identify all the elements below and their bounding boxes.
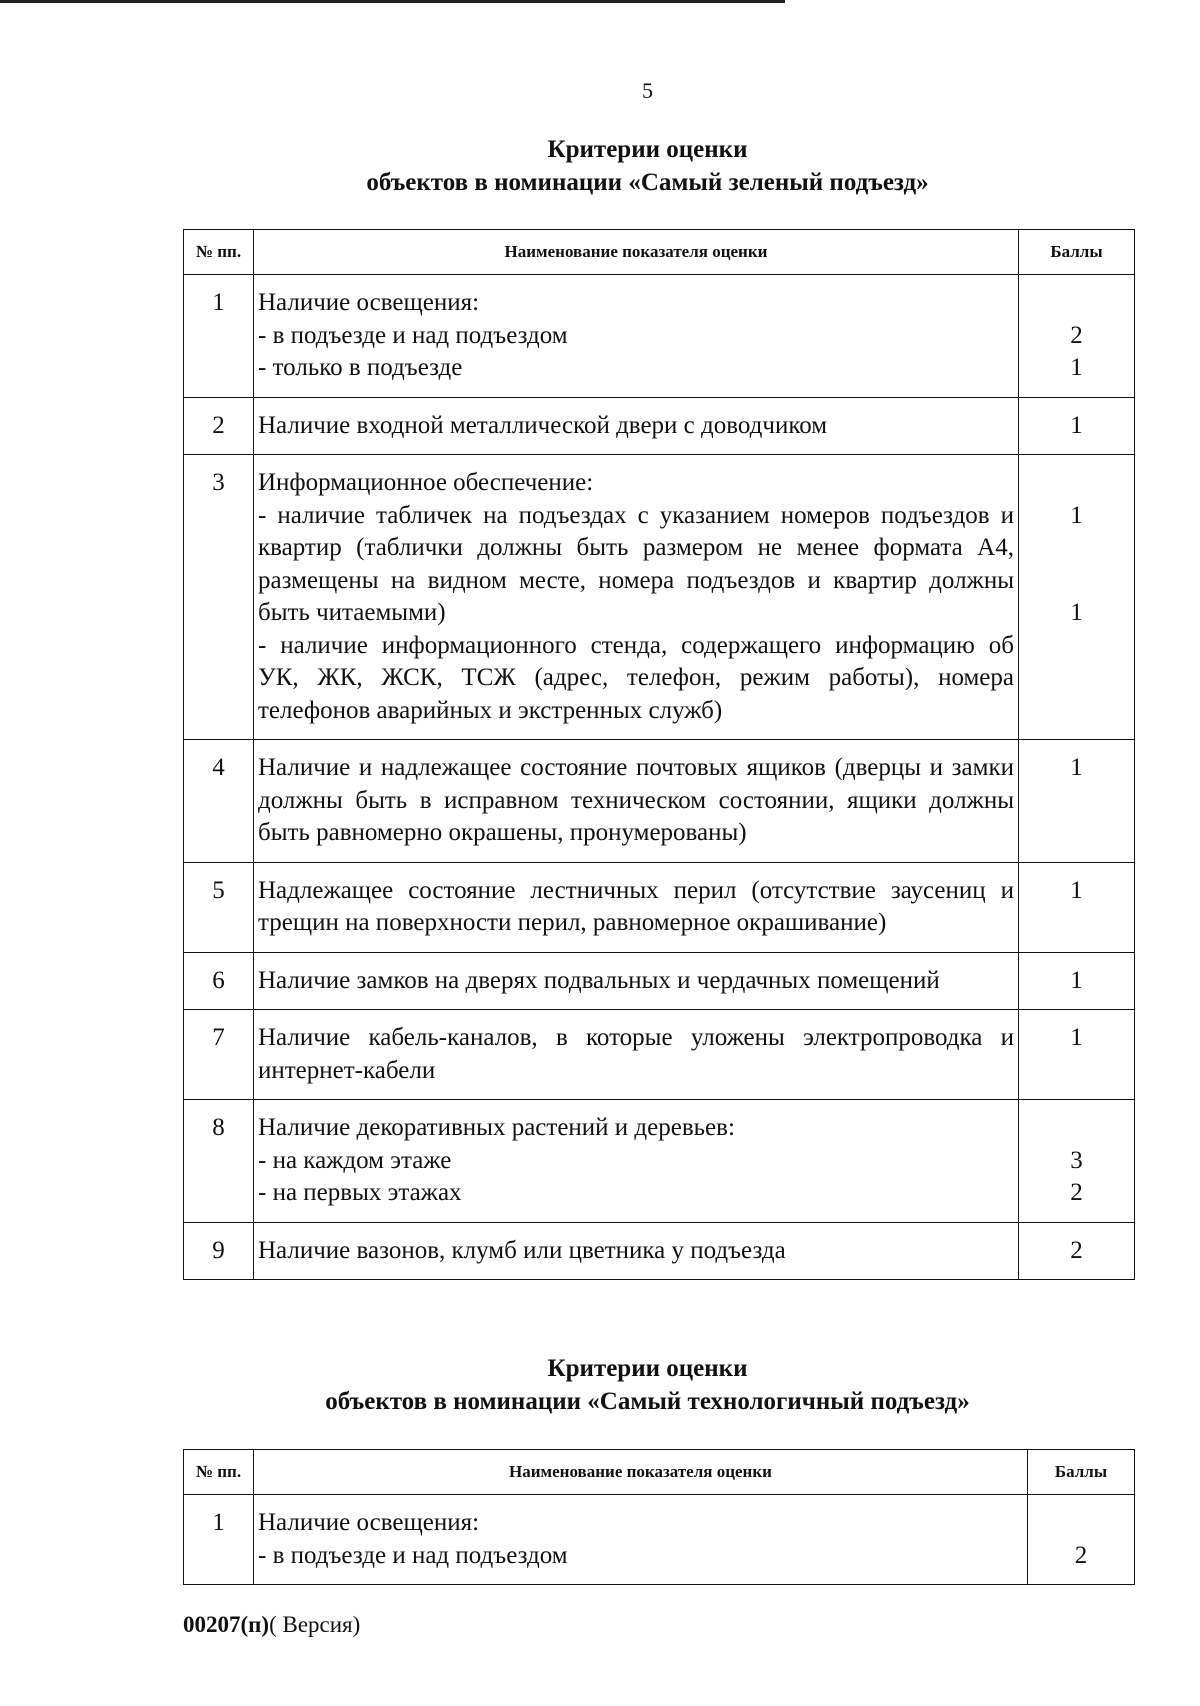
criterion-text [254, 952, 1019, 1010]
points-value: 2 [1070, 1179, 1083, 1206]
criterion-line: Наличие освещения: [258, 1509, 480, 1536]
criterion-text [254, 275, 1019, 398]
criterion-line: Наличие кабель-каналов, в которые уложены электропроводка и интернет-кабели [258, 1024, 1014, 1084]
points-value: 1 [1070, 1024, 1083, 1051]
points-cell [1028, 1495, 1135, 1585]
criterion-line: - наличие информационного стенда, содержащего информацию об УК, ЖК, ЖСК, ТСЖ (адрес, телефон, режим работы), номера телефонов аварийных и экстренных служб) [258, 631, 1014, 724]
row-number: 5 [184, 862, 254, 952]
header-name: Наименование показателя оценки [254, 1450, 1028, 1495]
criterion-text [254, 740, 1019, 863]
points-value: 1 [1070, 354, 1083, 381]
criterion-line: Наличие декоративных растений и деревьев: [258, 1114, 735, 1141]
points-value: 1 [1070, 876, 1083, 904]
criterion-line: - наличие табличек на подъездах с указанием номеров подъездов и квартир (таблички должны быть размером не менее формата А4, размещены на видном месте, номера подъездов и квартир должны быть читаемыми) [258, 501, 1014, 626]
section1-subtitle: объектов в номинации «Самый зеленый подъезд» [366, 169, 929, 196]
points-cell [1019, 862, 1135, 952]
table-header-row [184, 230, 1135, 275]
points-value: 1 [1070, 411, 1083, 439]
table-header-row [184, 1450, 1135, 1495]
points-value: 2 [1070, 1236, 1083, 1264]
footer-code: 00207(п) [183, 1612, 270, 1637]
table-row [184, 455, 1135, 740]
section1-title: Критерии оценки [547, 136, 748, 163]
criterion-text [254, 1495, 1028, 1585]
criterion-line: Наличие и надлежащее состояние почтовых ящиков (дверцы и замки должны быть в исправном техническом состоянии, ящики должны быть равномерно окрашены, пронумерованы) [258, 754, 1014, 846]
points-value [1019, 287, 1134, 320]
table-row [184, 1100, 1135, 1223]
points-value [1028, 1507, 1134, 1540]
section2-title: Критерии оценки [547, 1355, 748, 1382]
criterion-text [254, 1222, 1019, 1280]
document-footer [183, 1612, 360, 1638]
section2-heading [0, 1352, 1200, 1418]
row-number: 1 [184, 275, 254, 398]
section2-subtitle: объектов в номинации «Самый технологичный подъезд» [325, 1388, 970, 1415]
row-number: 6 [184, 952, 254, 1010]
points-value [1019, 1112, 1134, 1145]
criterion-line: - на первых этажах [258, 1179, 462, 1206]
points-cell [1019, 1100, 1135, 1223]
points-cell [1019, 275, 1135, 398]
points-cell [1019, 740, 1135, 863]
table-row [184, 1495, 1135, 1585]
table-row [184, 1222, 1135, 1280]
table-row [184, 740, 1135, 863]
points-value [1019, 467, 1134, 500]
points-value: 1 [1070, 754, 1083, 781]
footer-version: ( Версия) [269, 1612, 361, 1637]
header-num: № пп. [184, 1450, 254, 1495]
points-cell [1019, 1222, 1135, 1280]
section2-table [183, 1449, 1135, 1585]
section1-table [183, 229, 1135, 1280]
points-value: 1 [1070, 501, 1083, 529]
criterion-line: Наличие освещения: [258, 289, 480, 316]
table-row [184, 952, 1135, 1010]
points-value: 3 [1070, 1146, 1083, 1174]
points-value [1019, 565, 1134, 598]
points-cell [1019, 397, 1135, 455]
row-number: 1 [184, 1495, 254, 1585]
points-cell [1019, 455, 1135, 740]
points-cell [1019, 952, 1135, 1010]
header-points: Баллы [1028, 1450, 1135, 1495]
header-name: Наименование показателя оценки [254, 230, 1019, 275]
table-row [184, 862, 1135, 952]
points-value: 1 [1070, 599, 1083, 626]
criterion-line: - только в подъезде [258, 354, 463, 381]
criterion-line: - в подъезде и над подъездом [258, 1541, 568, 1569]
scan-edge-line [0, 0, 785, 3]
criterion-line: Наличие замков на дверях подвальных и чердачных помещений [258, 966, 940, 994]
criterion-text [254, 1100, 1019, 1223]
criterion-text [254, 455, 1019, 740]
points-value [1019, 532, 1134, 565]
criterion-line: - на каждом этаже [258, 1146, 452, 1174]
table-row [184, 397, 1135, 455]
points-value: 2 [1074, 1541, 1088, 1569]
criterion-line: Информационное обеспечение: [258, 469, 594, 496]
criterion-text [254, 1010, 1019, 1100]
criterion-line: Надлежащее состояние лестничных перил (отсутствие заусениц и трещин на поверхности перил, равномерное окрашивание) [258, 876, 1014, 936]
page-number: 5 [642, 78, 653, 103]
table-row [184, 1010, 1135, 1100]
points-cell [1019, 1010, 1135, 1100]
criterion-line: - в подъезде и над подъездом [258, 321, 568, 349]
row-number: 7 [184, 1010, 254, 1100]
criterion-text [254, 862, 1019, 952]
table-row [184, 275, 1135, 398]
row-number: 3 [184, 455, 254, 740]
points-value: 2 [1070, 321, 1083, 349]
row-number: 4 [184, 740, 254, 863]
row-number: 9 [184, 1222, 254, 1280]
criterion-line: Наличие входной металлической двери с доводчиком [258, 411, 828, 439]
header-num: № пп. [184, 230, 254, 275]
header-points: Баллы [1019, 230, 1135, 275]
points-value: 1 [1070, 966, 1083, 994]
row-number: 8 [184, 1100, 254, 1223]
row-number: 2 [184, 397, 254, 455]
criterion-line: Наличие вазонов, клумб или цветника у подъезда [258, 1236, 786, 1264]
section1-heading [0, 133, 1200, 199]
criterion-text [254, 397, 1019, 455]
